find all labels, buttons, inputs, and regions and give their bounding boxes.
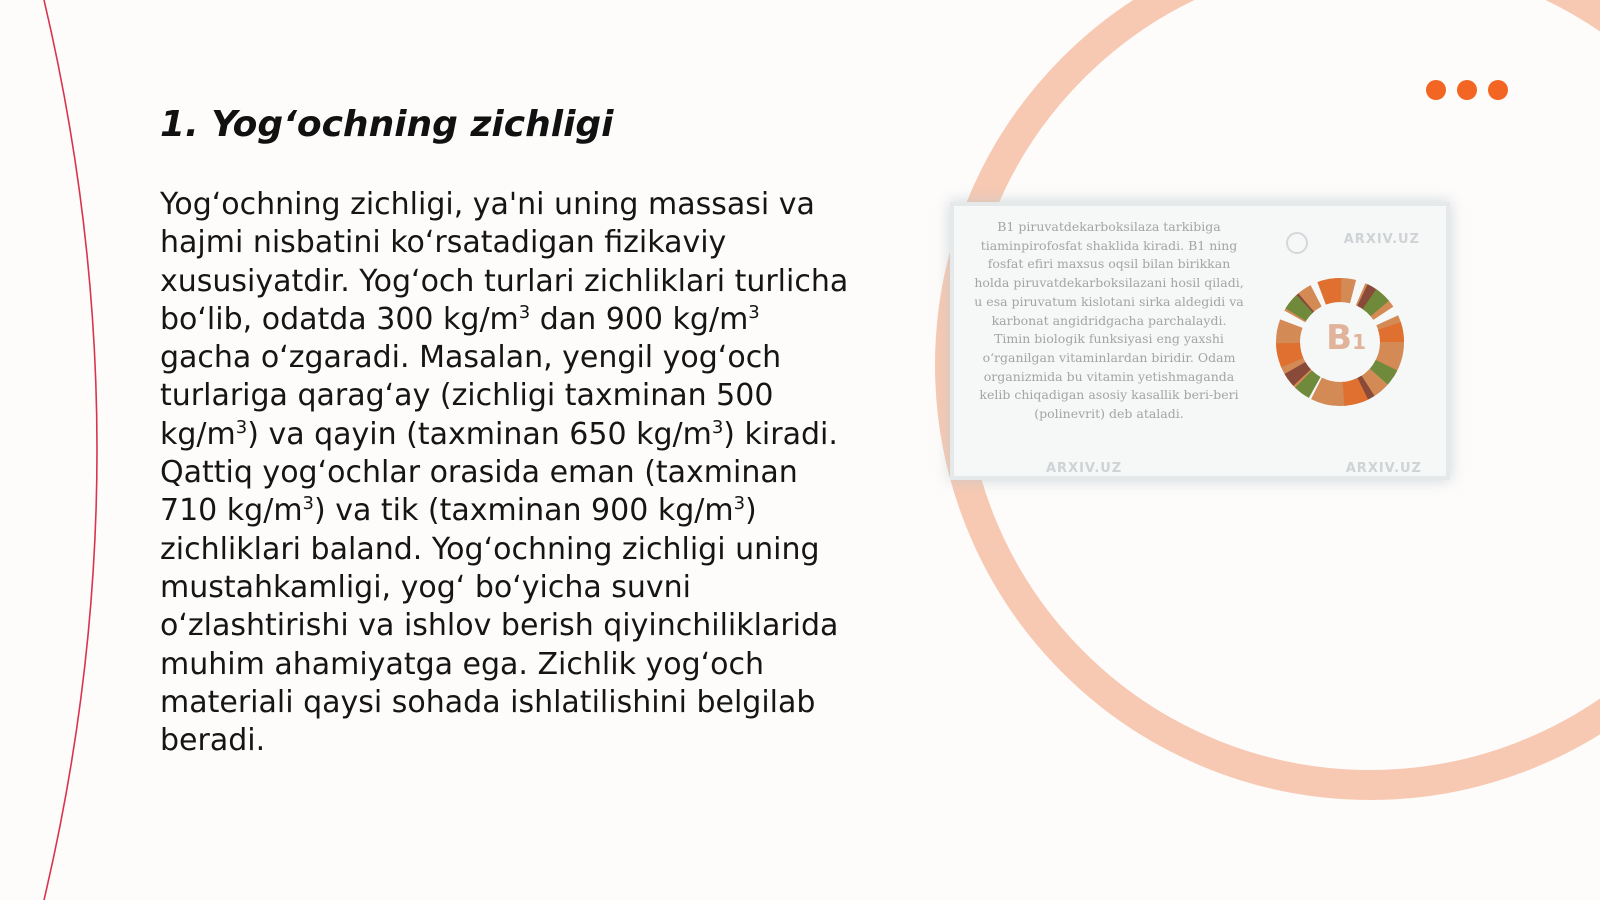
watermark-text: ARXIV.UZ xyxy=(1343,232,1420,247)
dot-icon xyxy=(1488,80,1508,100)
image-caption: B1 piruvatdekarboksilaza tarkibiga tiaminpirofosfat shaklida kiradi. B1 ning fosfat efiri maxsus oqsil bilan birikkan holda piruvatdekarboksilazani hosil qiladi, u esa piruvatum kislotani sirka aldegidi va karbonat angidridgacha parchalaydi. Timin biologik funksiyasi eng yaxshi o‘rganilgan vitaminlardan biridir. Odam organizmida bu vitamin yetishmaganda kelib chiqadigan asosiy kasallik beri-beri (polinevrit) deb ataladi. xyxy=(974,219,1244,422)
decorative-dots xyxy=(1426,80,1508,100)
slide-image xyxy=(950,202,1450,480)
watermark-text: ARXIV.UZ xyxy=(1345,461,1422,476)
vitamin-badge: B1 xyxy=(1326,318,1366,358)
dot-icon xyxy=(1457,80,1477,100)
slide-body: Yog‘ochning zichligi, ya'ni uning massasi va hajmi nisbatini ko‘rsatadigan fizikaviy xususiyatdir. Yog‘och turlari zichliklari turlicha bo‘lib, odatda 300 $kg/m^3$ dan 900 $kg/m^3$ gacha o‘zgaradi. Masalan, yengil yog‘och turlariga qarag‘ay (zichligi taxminan 500 $kg/m^3$) va qayin (taxminan 650 $kg/m^3$) kiradi. Qattiq yog‘ochlar orasida eman (taxminan 710 $kg/m^3$) va tik (taxminan 900 $kg/m^3$) zichliklari baland. Yog‘ochning zichligi uning mustahkamligi, yog‘ bo‘yicha suvni o‘zlashtirishi va ishlov berish qiyinchiliklarida muhim ahamiyatga ega. Zichlik yog‘och materiali qaysi sohada ishlatilishini belgilab beradi. xyxy=(160,187,849,759)
slide-title: 1. Yog‘ochning zichligi xyxy=(160,104,614,145)
dot-icon xyxy=(1426,80,1446,100)
watermark-icon xyxy=(1286,232,1308,254)
watermark-text: ARXIV.UZ xyxy=(1046,461,1123,476)
